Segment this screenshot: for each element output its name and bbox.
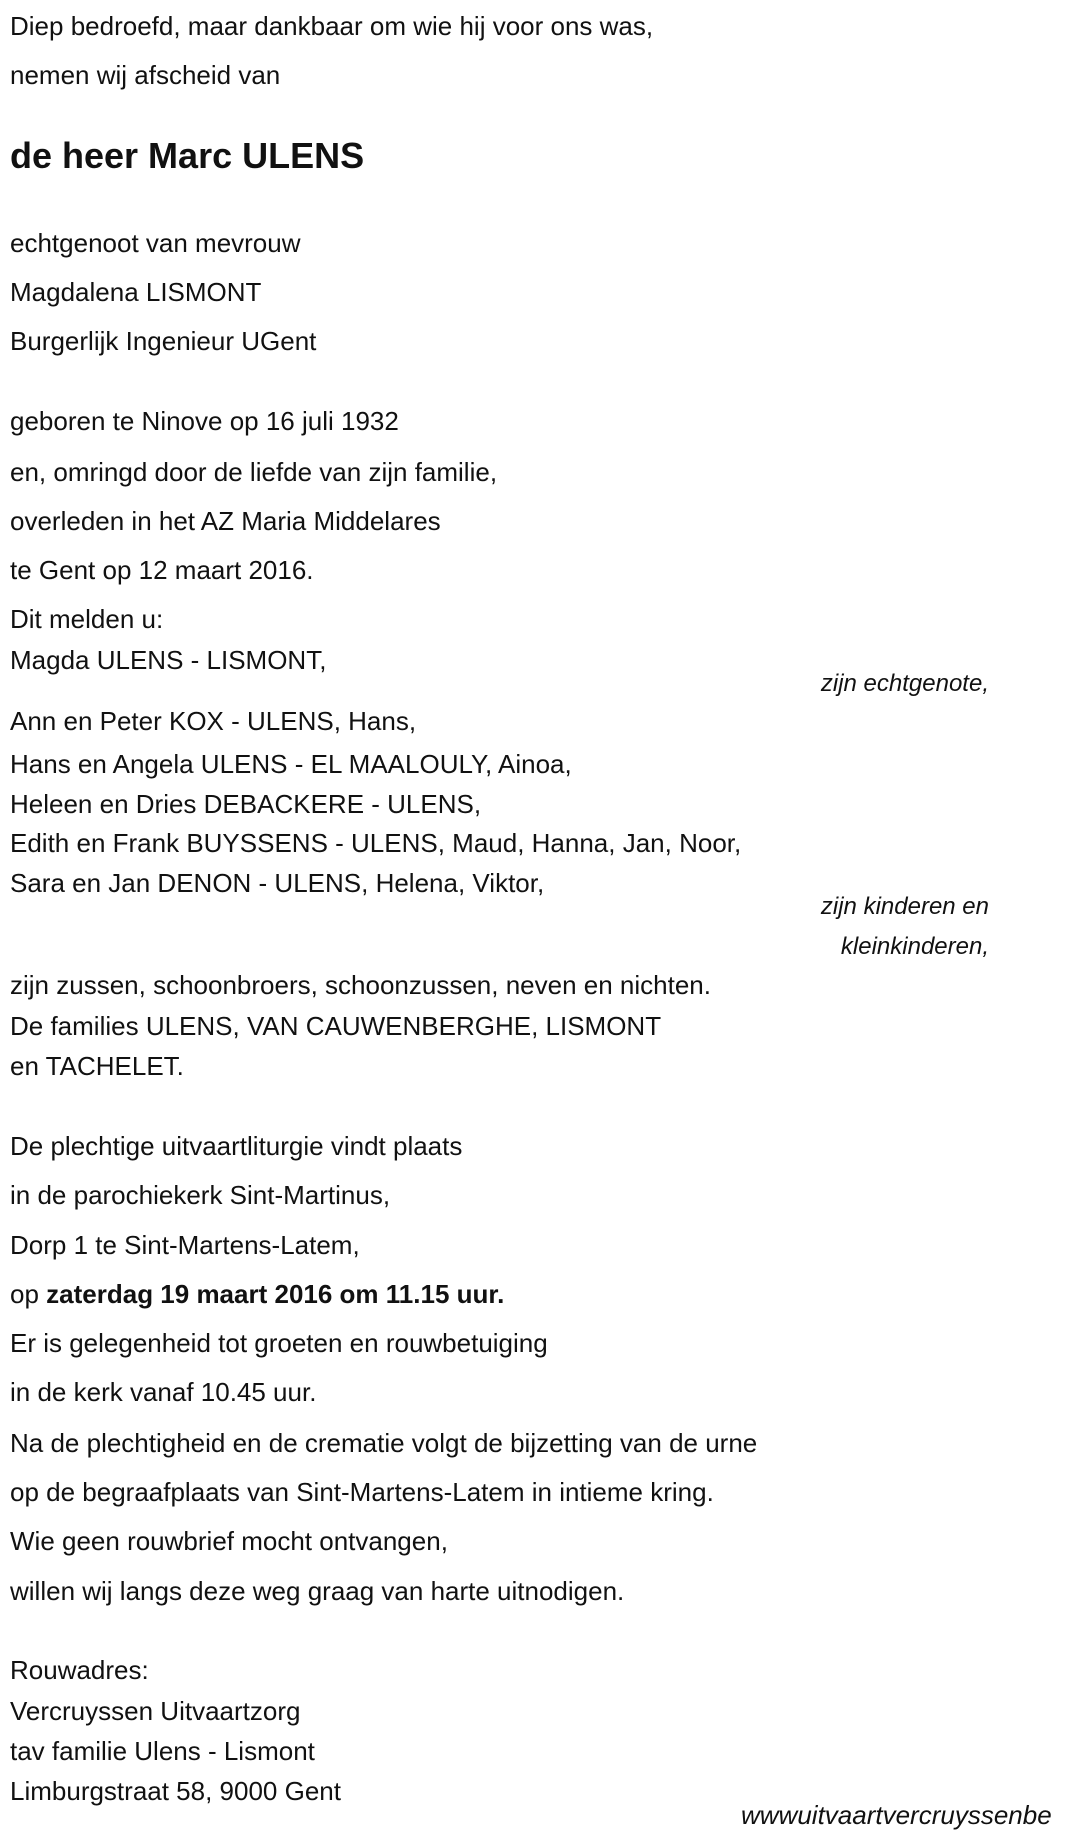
service-line: De plechtige uitvaartliturgie vindt plaats	[10, 1131, 463, 1161]
child-line: Sara en Jan DENON - ULENS, Helena, Viktor,	[10, 868, 545, 898]
address-line: Vercruyssen Uitvaartzorg	[10, 1696, 301, 1726]
website-link[interactable]: wwwuitvaartvercruyssenbe	[741, 1800, 1052, 1830]
children-role: zijn kinderen en	[820, 893, 989, 920]
spouse-line: echtgenoot van mevrouw	[10, 228, 301, 258]
address-line: Rouwadres:	[10, 1655, 149, 1685]
info-line: op de begraafplaats van Sint-Martens-Latem in intieme kring.	[10, 1477, 714, 1507]
children-role: kleinkinderen,	[840, 933, 989, 960]
family-line: en TACHELET.	[10, 1051, 184, 1081]
spouse-line: Magdalena LISMONT	[10, 277, 262, 307]
info-line: in de kerk vanaf 10.45 uur.	[10, 1377, 317, 1407]
intro-line: nemen wij afscheid van	[10, 60, 281, 90]
spouse-line: Burgerlijk Ingenieur UGent	[10, 326, 317, 356]
family-line: De families ULENS, VAN CAUWENBERGHE, LISMONT	[10, 1011, 662, 1041]
deceased-name: de heer Marc ULENS	[10, 135, 365, 176]
child-line: Edith en Frank BUYSSENS - ULENS, Maud, Hanna, Jan, Noor,	[10, 828, 742, 858]
address-line: tav familie Ulens - Lismont	[10, 1736, 315, 1766]
life-line: geboren te Ninove op 16 juli 1932	[10, 406, 399, 436]
intro-line: Diep bedroefd, maar dankbaar om wie hij voor ons was,	[10, 11, 654, 41]
service-line: in de parochiekerk Sint-Martinus,	[10, 1180, 391, 1210]
life-line: en, omringd door de liefde van zijn familie,	[10, 457, 498, 487]
service-date: zaterdag 19 maart 2016 om 11.15 uur.	[46, 1279, 505, 1309]
spouse-role: zijn echtgenote,	[820, 670, 989, 697]
announce-label: Dit melden u:	[10, 604, 164, 634]
info-line: Er is gelegenheid tot groeten en rouwbetuiging	[10, 1328, 548, 1358]
info-line: Na de plechtigheid en de crematie volgt de bijzetting van de urne	[10, 1428, 758, 1458]
family-line: zijn zussen, schoonbroers, schoonzussen, neven en nichten.	[10, 970, 711, 1000]
service-date-line	[10, 1279, 504, 1309]
address-line: Limburgstraat 58, 9000 Gent	[10, 1776, 341, 1806]
life-line: te Gent op 12 maart 2016.	[10, 555, 314, 585]
service-date-prefix: op	[10, 1279, 47, 1309]
child-line: Heleen en Dries DEBACKERE - ULENS,	[10, 789, 482, 819]
spouse-name: Magda ULENS - LISMONT,	[10, 645, 327, 675]
service-line: Dorp 1 te Sint-Martens-Latem,	[10, 1230, 360, 1260]
info-line: Wie geen rouwbrief mocht ontvangen,	[10, 1526, 448, 1556]
info-line: willen wij langs deze weg graag van harte uitnodigen.	[10, 1576, 625, 1606]
life-line: overleden in het AZ Maria Middelares	[10, 506, 441, 536]
child-line: Ann en Peter KOX - ULENS, Hans,	[10, 706, 417, 736]
child-line: Hans en Angela ULENS - EL MAALOULY, Ainoa,	[10, 749, 572, 779]
